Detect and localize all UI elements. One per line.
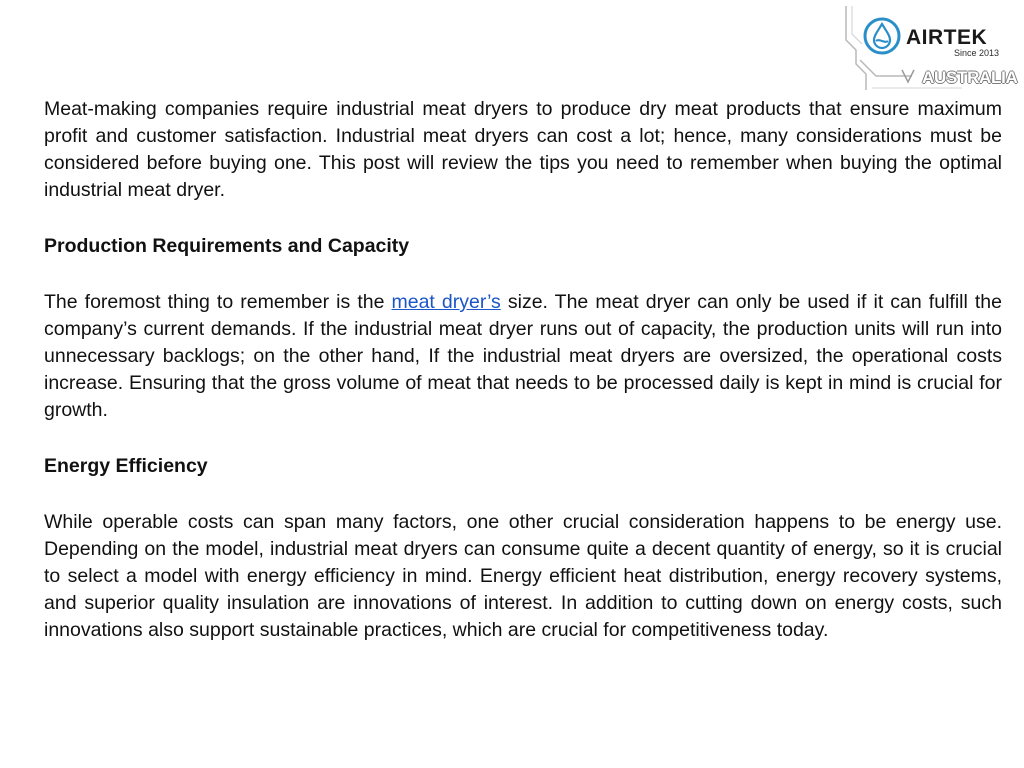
article-body [44, 96, 1002, 673]
capacity-paragraph [44, 289, 1002, 424]
brand-name: AIRTEK [906, 26, 988, 49]
section-heading-capacity: Production Requirements and Capacity [44, 235, 410, 257]
section-heading-energy: Energy Efficiency [44, 455, 208, 477]
capacity-text-start: The foremost thing to remember is the [44, 291, 392, 313]
airtek-logo [842, 4, 1024, 90]
meat-dryer-link[interactable]: meat dryer’s [391, 291, 501, 313]
brand-since: Since 2013 [954, 48, 1000, 58]
intro-paragraph: Meat-making companies require industrial meat dryers to produce dry meat products that ensure maximum profit and customer satisfaction. Industrial meat dryers can cost a lot; hence, many considerations must be considered before buying one. This post will review the tips you need to remember when buying the optimal industrial meat dryer. [44, 98, 1002, 201]
energy-paragraph: While operable costs can span many factors, one other crucial consideration happens to be energy use. Depending on the model, industrial meat dryers can consume quite a decent quantity of energy, so it is crucial to select a model with energy efficiency in mind. Energy efficient heat distribution, energy recovery systems, and superior quality insulation are innovations of interest. In addition to cutting down on energy costs, such innovations also support sustainable practices, which are crucial for competitiveness today. [44, 511, 1002, 641]
capacity-text-end: size. The meat dryer can only be used if it can fulfill the company’s current demands. If the industrial meat dryer runs out of capacity, the production units will run into unnecessary backlogs; on the other hand, If the industrial meat dryers are oversized, the operational costs increase. Ensuring that the gross volume of meat that needs to be processed daily is kept in mind is crucial for growth. [44, 291, 1002, 421]
water-drop-fan-icon [862, 16, 902, 56]
brand-country: AUSTRALIA [922, 68, 1018, 87]
